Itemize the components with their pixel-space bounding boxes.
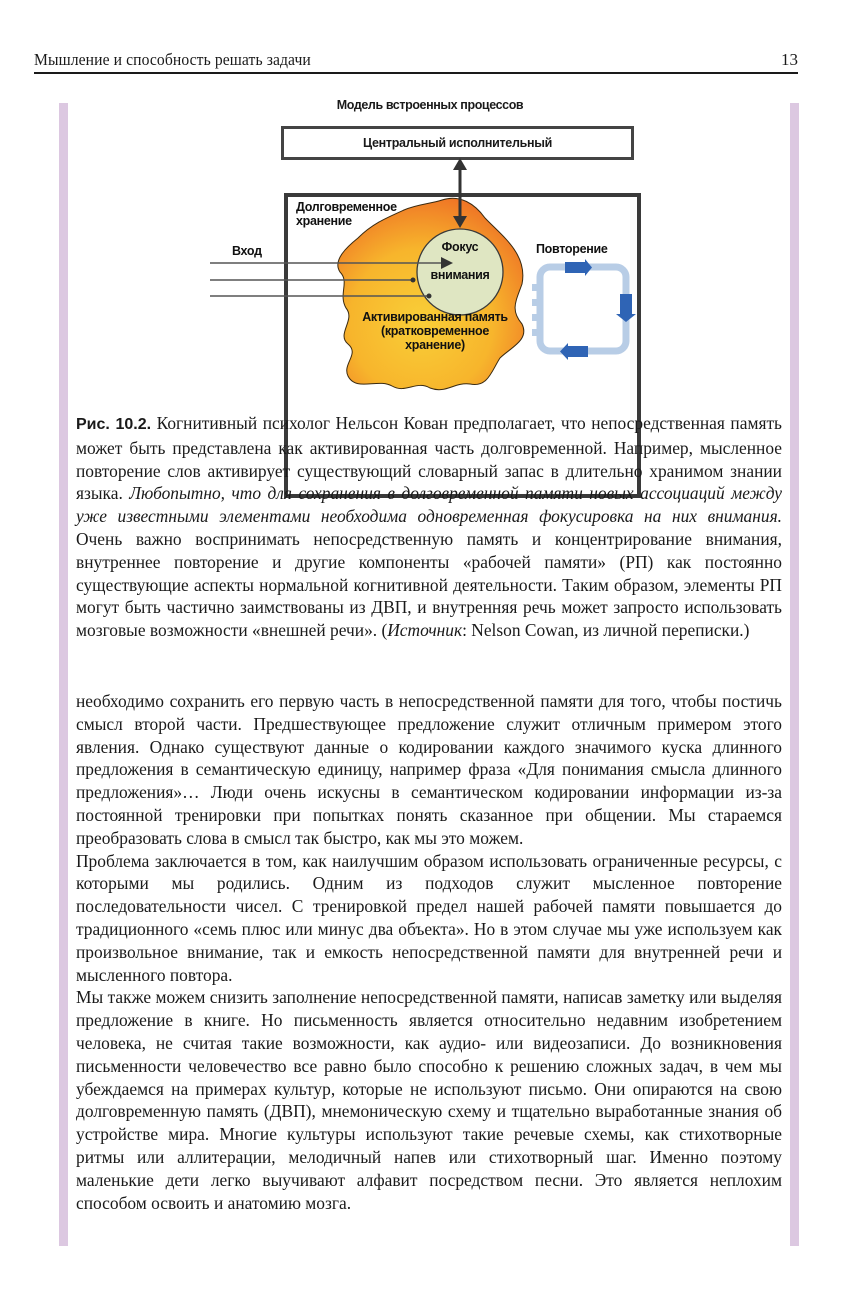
activated-memory-label-line2: (кратковременное (380, 324, 490, 338)
focus-label-line1: Фокус (441, 240, 479, 254)
figure-number: Рис. 10.2. (76, 416, 152, 433)
chapter-title: Мышление и способность решать задачи (34, 50, 311, 69)
figure-caption (76, 412, 782, 642)
activated-memory-label-line3: хранение) (405, 338, 465, 352)
long-term-storage-label-line1: Долговременное (296, 200, 397, 214)
figure-embedded-processes-model (210, 96, 650, 408)
running-head (34, 48, 798, 74)
caption-source-label: Источник (387, 620, 463, 641)
figure-title: Модель встроенных процессов (336, 98, 524, 112)
input-label: Вход (232, 244, 262, 258)
body-text (76, 690, 782, 1214)
rehearsal-loop (540, 267, 626, 351)
focus-label-line2: внимания (430, 268, 490, 282)
rehearsal-label: Повторение (536, 242, 608, 256)
paragraph: Проблема заключается в том, как наилучшим образом использовать ограниченные ресурсы, с которыми мы родились. Одним из подходов служит мысленное повторение последовательности чисел. С тренировкой предел нашей рабочей памяти повышается до традиционного «семь плюс или минус два объекта». Но в этом случае мы уже используем как произвольное внимание, так и емкость непосредственной памяти для внутренней речи и мысленного повтора. (76, 850, 782, 985)
caption-italic-text: Любопытно, что для сохранения в долговременной памяти новых ассоциаций между уже известными элементами необходима одновременная фокусировка на них внимания. (76, 483, 782, 527)
activated-memory-label-line1: Активированная память (362, 310, 508, 324)
activated-memory-label (350, 310, 520, 352)
paragraph: Мы также можем снизить заполнение непосредственной памяти, написав заметку или выделяя предложение в книге. Но письменность является относительно недавним изобретением человека, не считая такие возможности, как аудио- или видеозаписи. До возникновения письменности человечество все равно было способно к решению сложных задач, в чем мы убеждаемся на примерах культур, которые не используют письмо. Они опираются на свою долговременную память (ДВП), мнемоническую схему и тщательно выработанные знания об устройстве мира. Многие культуры используют такие речевые схемы, как стихотворные ритмы или аллитерации, мелодичный напев или стихотворный шаг. Именно поэтому маленькие дети легко выучивают алфавит посредством песни. Это является неплохим способом освоить и анатомию мозга. (76, 987, 782, 1213)
paragraph: необходимо сохранить его первую часть в непосредственной памяти для того, чтобы постичь смысл второй части. Предшествующее предложение служит отличным примером этого явления. Однако существуют данные о кодировании каждого значимого куска длинного предложения в семантическую единицу, например фраза «Для понимания смысла длинного предложения»… Люди очень искусны в семантическом кодировании информации из-за постоянной тренировки при попытках понять сказанное при общении. Мы стараемся преобразовать слова в смысл так быстро, как мы это можем. (76, 691, 782, 848)
page-number: 13 (781, 50, 798, 69)
caption-text-2: Очень важно воспринимать непосредственную память и концентрирование внимания, внутреннее повторение и другие компоненты «рабочей памяти» (РП) как постоянно существующие аспекты нормальной когнитивной деятельности. Таким образом, элементы РП могут быть частично заимствованы из ДВП, и внутренняя речь может запросто использовать мозговые возможности «внешней речи». ( (76, 528, 782, 641)
sidebar-bar-left (59, 103, 68, 1246)
long-term-storage-label (296, 200, 397, 228)
caption-source-text: : Nelson Cowan, из личной переписки.) (462, 620, 750, 641)
sidebar-bar-right (790, 103, 799, 1246)
caption-text-1: Когнитивный психолог Нельсон Кован предполагает, что непосредственная память может быть представлена как активированная часть долговременной. Например, мысленное повторение слов активирует существующий словарный запас в длительно хранимом знании языка. (76, 413, 782, 504)
long-term-storage-label-line2: хранение (296, 214, 352, 228)
central-executive-label: Центральный исполнительный (363, 136, 552, 150)
